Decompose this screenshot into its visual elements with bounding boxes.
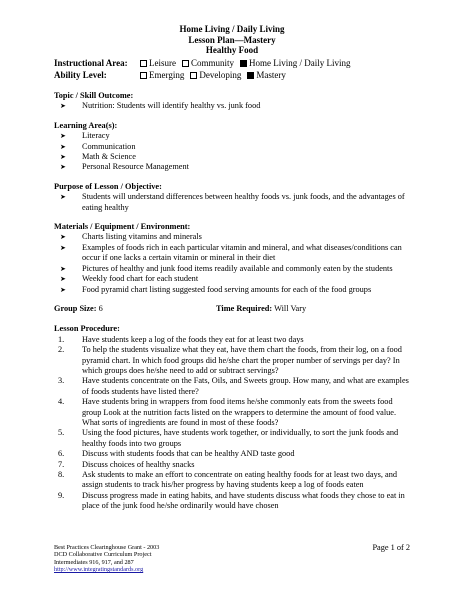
topic-section xyxy=(54,91,414,112)
option-leisure[interactable] xyxy=(140,58,176,70)
procedure-step: 6. Discuss with students foods that can be healthy AND taste good xyxy=(58,449,295,459)
option-label: Mastery xyxy=(256,69,286,80)
arrow-bullet-icon: ➤ xyxy=(60,285,66,294)
group-size xyxy=(54,304,216,314)
checkbox-developing[interactable] xyxy=(190,72,197,79)
instructional-area-row xyxy=(54,58,357,70)
arrow-bullet-icon: ➤ xyxy=(60,193,66,202)
document-header xyxy=(0,24,464,56)
lesson-content xyxy=(54,91,414,521)
footer-project: DCD Collaborative Curriculum Project xyxy=(54,551,152,559)
ability-level-row xyxy=(54,70,357,82)
option-label: Leisure xyxy=(149,58,176,68)
procedure-step: 9. Discuss progress made in eating habits, and have students discuss what foods they chose to eat in place of the junk food he/she ordinarily would have chosen xyxy=(58,490,405,511)
list-item: ➤ Students will understand differences between healthy foods vs. junk foods, and the advantages of eating healthy xyxy=(60,192,405,212)
page-number: Page 1 of 2 xyxy=(372,543,410,552)
header-title: Home Living / Daily Living xyxy=(179,24,285,34)
procedure-step: 4. Have students bring in wrappers from food items he/she commonly eats from the sweets food group Look at the nutrition facts listed on the wrappers to determine the amount of food value. What sorts of ingredients are found in most of these foods? xyxy=(58,397,397,427)
purpose-section xyxy=(54,182,414,213)
list-item: ➤ Communication xyxy=(60,141,136,151)
list-item: ➤ Pictures of healthy and junk food items readily available and commonly eaten by the students xyxy=(60,263,393,273)
procedure-step: 7. Discuss choices of healthy snacks xyxy=(58,459,195,469)
materials-section xyxy=(54,222,414,295)
procedure-step: 1. Have students keep a log of the foods they eat for at least two days xyxy=(58,334,304,344)
arrow-bullet-icon: ➤ xyxy=(60,132,66,141)
header-topic: Healthy Food xyxy=(205,45,259,55)
list-item: ➤ Math & Science xyxy=(60,152,136,162)
classification-block xyxy=(54,58,357,81)
section-heading: Learning Area(s): xyxy=(54,120,118,130)
instructional-area-label: Instructional Area: xyxy=(54,58,128,68)
ability-level-label: Ability Level: xyxy=(54,69,107,80)
list-item: ➤ Personal Resource Management xyxy=(60,162,189,172)
page-footer xyxy=(54,544,410,574)
procedure-step: 5. Using the food pictures, have students work together, or individually, to sort the junk foods and healthy foods into two groups xyxy=(58,428,399,448)
checkbox-leisure[interactable] xyxy=(140,60,147,67)
learning-areas-section xyxy=(54,121,414,173)
arrow-bullet-icon: ➤ xyxy=(60,102,66,111)
section-heading: Lesson Procedure: xyxy=(54,324,120,334)
procedure-step: 2. To help the students visualize what they eat, have them chart the foods, from their log, on a food pyramid chart. In which food groups did he/she chart the proper number of servings per day? In which groups does he/she need to add or subtract servings? xyxy=(58,345,402,375)
arrow-bullet-icon: ➤ xyxy=(60,142,66,151)
section-heading: Materials / Equipment / Environment: xyxy=(54,222,191,232)
list-item: ➤ Food pyramid chart listing suggested food serving amounts for each of the food groups xyxy=(60,284,372,294)
list-item: ➤ Weekly food chart for each student xyxy=(60,274,199,284)
option-community[interactable] xyxy=(182,58,234,70)
section-heading: Purpose of Lesson / Objective: xyxy=(54,181,162,191)
option-label: Home Living / Daily Living xyxy=(249,58,351,68)
list-item: ➤ Examples of foods rich in each particular vitamin and mineral, and what diseases/conditions can occur if one lacks a certain vitamin or mineral in their diet xyxy=(60,242,402,263)
arrow-bullet-icon: ➤ xyxy=(60,233,66,242)
time-required-value: Will Vary xyxy=(274,303,307,313)
arrow-bullet-icon: ➤ xyxy=(60,163,66,172)
footer-grant: Best Practices Clearinghouse Grant - 2003 xyxy=(54,544,160,551)
group-size-label: Group Size: xyxy=(54,303,97,313)
checkbox-community[interactable] xyxy=(182,60,189,67)
footer-intermediates: Intermediates 916, 917, and 287 xyxy=(54,558,134,566)
checkbox-mastery[interactable] xyxy=(247,72,254,79)
time-required xyxy=(216,304,306,314)
checkbox-emerging[interactable] xyxy=(140,72,147,79)
option-label: Community xyxy=(191,58,235,68)
header-subtitle: Lesson Plan—Mastery xyxy=(188,34,276,45)
list-item: ➤ Nutrition: Students will identify healthy vs. junk food xyxy=(60,101,261,111)
procedure-step: 3. Have students concentrate on the Fats, Oils, and Sweets group. How many, and what are examples of foods students have listed there? xyxy=(58,376,409,396)
group-size-value: 6 xyxy=(98,303,103,313)
option-label: Developing xyxy=(199,69,242,80)
procedure-section xyxy=(54,324,414,511)
option-label: Emerging xyxy=(149,69,185,80)
option-mastery[interactable] xyxy=(247,70,286,82)
group-size-time-row xyxy=(54,304,414,314)
list-item: ➤ Charts listing vitamins and minerals xyxy=(60,232,202,242)
procedure-step: 8. Ask students to make an effort to concentrate on eating healthy foods for at least two days, and assign students to track his/her progress by having students keep a log of foods eaten xyxy=(58,470,398,490)
time-required-label: Time Required: xyxy=(216,303,273,313)
arrow-bullet-icon: ➤ xyxy=(60,275,66,284)
section-heading: Topic / Skill Outcome: xyxy=(54,91,134,100)
arrow-bullet-icon: ➤ xyxy=(60,153,66,162)
option-home-living[interactable] xyxy=(240,58,351,70)
arrow-bullet-icon: ➤ xyxy=(60,243,66,252)
option-emerging[interactable] xyxy=(140,70,184,82)
footer-website-link[interactable]: http://www.integratingstandards.org xyxy=(54,566,144,574)
list-item: ➤ Literacy xyxy=(60,131,110,141)
checkbox-home-living[interactable] xyxy=(240,60,247,67)
arrow-bullet-icon: ➤ xyxy=(60,264,66,273)
option-developing[interactable] xyxy=(190,70,241,82)
